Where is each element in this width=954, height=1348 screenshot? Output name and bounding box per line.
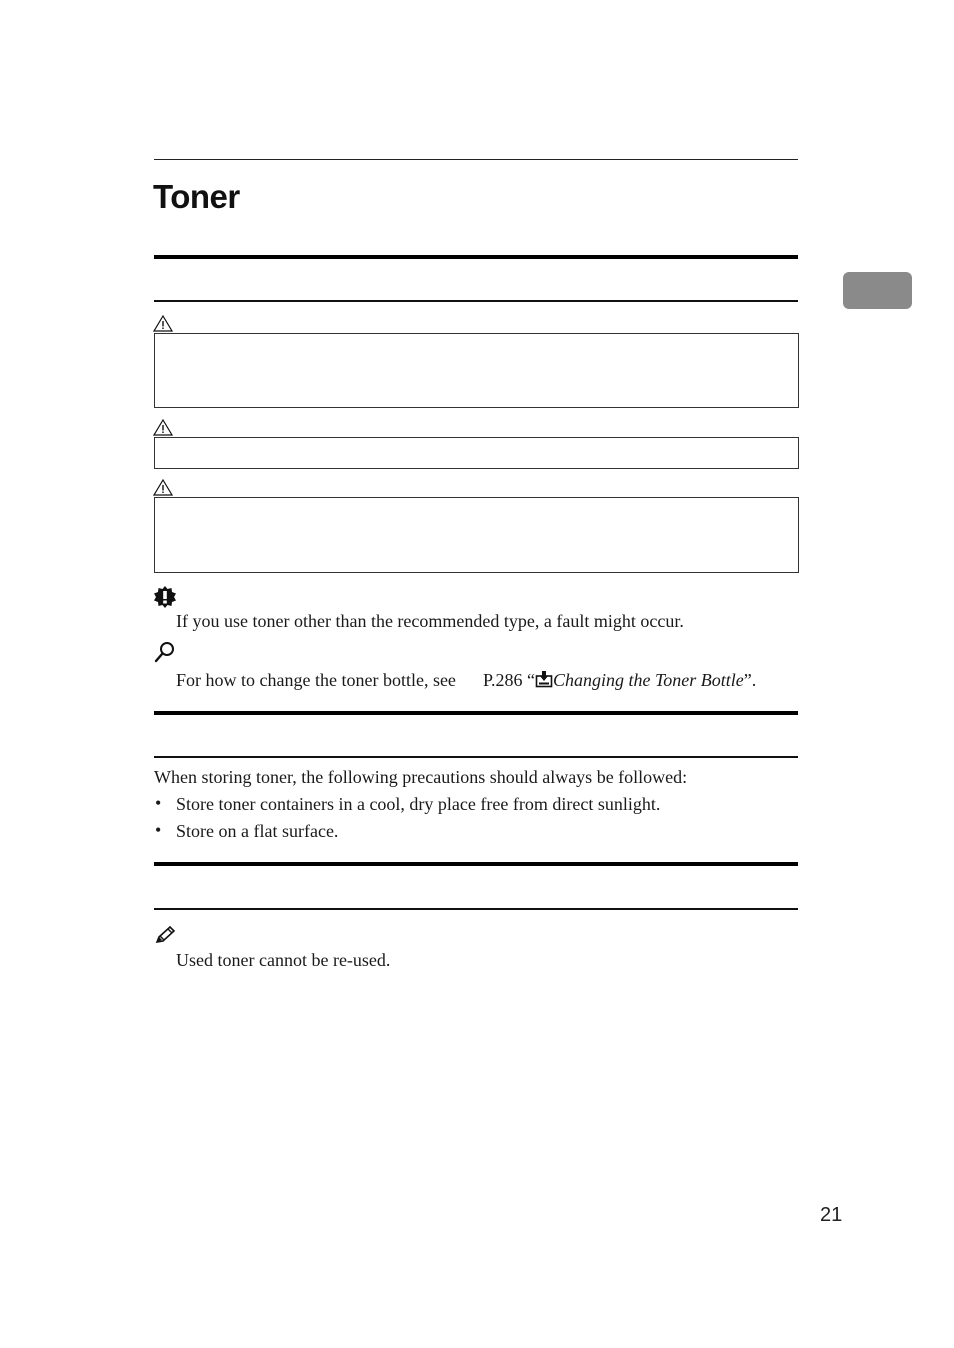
reference-prefix: For how to change the toner bottle, see: [176, 670, 456, 690]
list-item: Store toner containers in a cool, dry place free from direct sunlight.: [176, 794, 661, 814]
chapter-tab: [843, 272, 912, 309]
section-rule-thick: [154, 862, 798, 866]
warning-box-1: [154, 333, 799, 408]
page-title: Toner: [153, 178, 240, 215]
section-rule: [154, 908, 798, 910]
warning-box-2: [154, 437, 799, 469]
section-rule-thick: [154, 711, 798, 715]
page-number: 21: [820, 1204, 843, 1226]
pencil-note-icon: [154, 925, 176, 945]
section-rule-thick: [154, 255, 798, 259]
note-text: Used toner cannot be re-used.: [176, 950, 391, 970]
warning-triangle-icon: [153, 479, 173, 496]
bullet-dot: •: [155, 793, 162, 813]
reference-suffix: ”.: [743, 670, 757, 690]
list-item: Store on a flat surface.: [176, 821, 339, 841]
section-rule: [154, 756, 798, 758]
toner-bottle-icon: [535, 670, 553, 688]
warning-triangle-icon: [153, 419, 173, 436]
header-rule: [154, 159, 798, 160]
warning-triangle-icon: [153, 315, 173, 332]
reference-link-title[interactable]: Changing the Toner Bottle: [552, 670, 744, 690]
storing-intro: When storing toner, the following precautions should always be followed:: [154, 767, 688, 787]
magnifier-icon: [154, 641, 176, 663]
section-rule: [154, 300, 798, 302]
important-text: If you use toner other than the recommended type, a fault might occur.: [176, 611, 684, 631]
reference-page-ref[interactable]: P.286 “: [482, 670, 535, 690]
important-icon: [153, 585, 177, 609]
warning-box-3: [154, 497, 799, 573]
reference-text: [176, 669, 756, 691]
bullet-dot: •: [155, 820, 162, 840]
